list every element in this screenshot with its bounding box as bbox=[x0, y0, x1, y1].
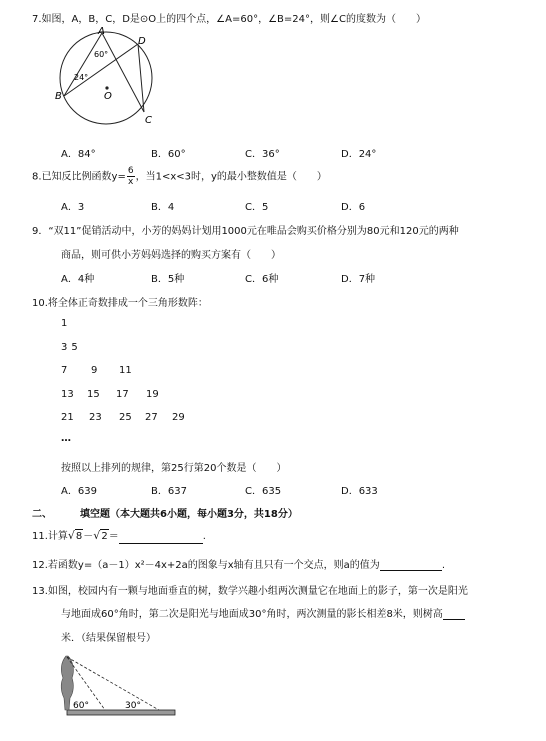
triangle-row-2: 3 5 bbox=[61, 342, 78, 353]
label-o: O bbox=[104, 91, 112, 102]
triangle-row-5: 21 23 25 27 29 bbox=[61, 412, 185, 423]
q7-stem: 7.如图，A，B，C，D是⊙O上的四个点，∠A=60°，∠B=24°，则∠C的度数为（ ） bbox=[32, 14, 426, 25]
angle-60-label: 60° bbox=[73, 701, 89, 711]
q8-option-a: A．3 bbox=[61, 202, 85, 213]
triangle-ellipsis: … bbox=[61, 433, 71, 444]
q13-answer-blank[interactable] bbox=[443, 608, 465, 620]
angle-30-label: 30° bbox=[125, 701, 141, 711]
q8-option-c: C．5 bbox=[245, 202, 269, 213]
q10-option-c: C．635 bbox=[245, 486, 282, 497]
q7-option-b: B．60° bbox=[151, 149, 186, 160]
q10-stem: 10.将全体正奇数排成一个三角形数阵： bbox=[32, 298, 208, 309]
q10-option-a: A．639 bbox=[61, 486, 97, 497]
q9-option-a: A．4种 bbox=[61, 274, 95, 285]
q11-answer-blank[interactable] bbox=[119, 532, 203, 544]
label-a: A bbox=[98, 26, 105, 37]
q8-stem: 8.已知反比例函数y= $\frac{6}{x}$ ，当1<x<3时，y的最小整数值是（ ） bbox=[32, 166, 327, 187]
q13-line2: 与地面成60°角时，第二次是阳光与地面成30°角时，两次测量的影长相差8米，则树高 bbox=[61, 605, 465, 620]
q13-line1: 13.如图，校园内有一颗与地面垂直的树，数学兴趣小组两次测量它在地面上的影子，第一次是阳光 bbox=[32, 586, 468, 597]
q7-circle-figure bbox=[52, 26, 162, 130]
label-b: B bbox=[55, 91, 62, 102]
triangle-row-1: 1 bbox=[61, 318, 68, 329]
q9-option-b: B．5种 bbox=[151, 274, 185, 285]
q9-line2: 商品，则可供小芳妈妈选择的购买方案有（ ） bbox=[61, 250, 281, 261]
q12-stem: 12.若函数y=（a－1）x²－4x+2a的图象与x轴有且只有一个交点，则a的值为 . bbox=[32, 560, 445, 571]
triangle-row-3: 7 9 11 bbox=[61, 365, 132, 376]
q10-question: 按照以上排列的规律，第25行第20个数是（ ） bbox=[61, 463, 287, 474]
angle-60: 60° bbox=[94, 50, 109, 59]
tree-icon bbox=[61, 656, 73, 710]
label-d: D bbox=[138, 36, 146, 47]
q12-answer-blank[interactable] bbox=[380, 559, 442, 571]
label-c: C bbox=[145, 115, 152, 126]
q7-option-d: D．24° bbox=[341, 149, 377, 160]
q10-option-b: B．637 bbox=[151, 486, 187, 497]
angle-24: 24° bbox=[74, 73, 89, 82]
q13-tree-shadow-figure bbox=[55, 648, 180, 720]
q11-stem: 11.计算√8－√2＝ . bbox=[32, 529, 206, 542]
q8-option-b: B．4 bbox=[151, 202, 175, 213]
q7-option-c: C．36° bbox=[245, 149, 280, 160]
section-title: 填空题（本大题共6小题，每小题3分，共18分） bbox=[80, 509, 298, 520]
q10-option-d: D．633 bbox=[341, 486, 378, 497]
triangle-row-4: 13 15 17 19 bbox=[61, 389, 159, 400]
q13-line3: 米．（结果保留根号） bbox=[61, 633, 156, 644]
q8-option-d: D．6 bbox=[341, 202, 366, 213]
q9-line1: 9．“双11”促销活动中，小芳的妈妈计划用1000元在唯品会购买价格分别为80元和120元的两种 bbox=[32, 226, 459, 237]
q9-option-c: C．6种 bbox=[245, 274, 279, 285]
q8-fraction: $\frac{6}{x}$ bbox=[127, 166, 134, 187]
q9-option-d: D．7种 bbox=[341, 274, 376, 285]
section-number: 二、 bbox=[32, 509, 52, 520]
q7-option-a: A．84° bbox=[61, 149, 96, 160]
